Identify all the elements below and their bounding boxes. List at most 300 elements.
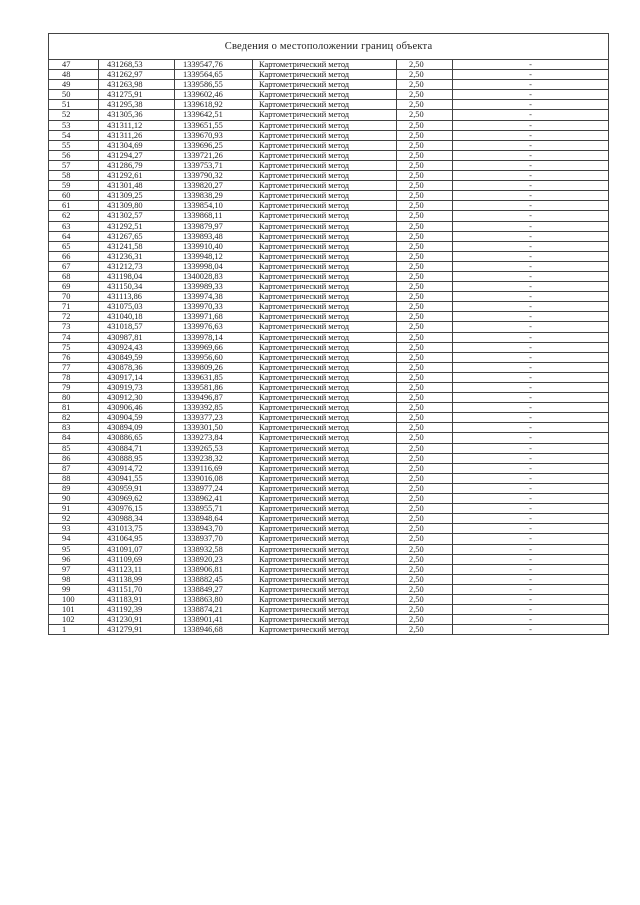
table-row (49, 251, 609, 261)
method-cell: Картометрический метод (253, 393, 397, 403)
coord-x-cell: 431192,39 (99, 605, 175, 615)
precision-cell: 2,50 (397, 342, 453, 352)
description-cell: - (453, 140, 609, 150)
point-number-cell: 47 (49, 60, 99, 70)
precision-cell: 2,50 (397, 191, 453, 201)
point-number-cell: 77 (49, 362, 99, 372)
method-cell: Картометрический метод (253, 171, 397, 181)
coord-x-cell: 431309,25 (99, 191, 175, 201)
description-cell: - (453, 352, 609, 362)
point-number-cell: 69 (49, 282, 99, 292)
coord-x-cell: 431091,07 (99, 544, 175, 554)
method-cell: Картометрический метод (253, 261, 397, 271)
coord-y-cell: 1339989,33 (175, 282, 253, 292)
table-row (49, 150, 609, 160)
table-row (49, 261, 609, 271)
coord-y-cell: 1338962,41 (175, 494, 253, 504)
table-row (49, 605, 609, 615)
precision-cell: 2,50 (397, 443, 453, 453)
method-cell: Картометрический метод (253, 473, 397, 483)
point-number-cell: 63 (49, 221, 99, 231)
precision-cell: 2,50 (397, 383, 453, 393)
point-number-cell: 85 (49, 443, 99, 453)
coord-y-cell: 1338943,70 (175, 524, 253, 534)
coord-y-cell: 1338901,41 (175, 615, 253, 625)
description-cell: - (453, 514, 609, 524)
coord-y-cell: 1339910,40 (175, 241, 253, 251)
coord-x-cell: 430904,59 (99, 413, 175, 423)
table-row (49, 80, 609, 90)
coord-x-cell: 431123,11 (99, 564, 175, 574)
method-cell: Картометрический метод (253, 514, 397, 524)
coord-y-cell: 1338863,80 (175, 594, 253, 604)
precision-cell: 2,50 (397, 201, 453, 211)
method-cell: Картометрический метод (253, 594, 397, 604)
precision-cell: 2,50 (397, 453, 453, 463)
table-row (49, 383, 609, 393)
coord-y-cell: 1339116,69 (175, 463, 253, 473)
coord-x-cell: 430884,71 (99, 443, 175, 453)
method-cell: Картометрический метод (253, 231, 397, 241)
boundary-table (48, 33, 609, 635)
coord-y-cell: 1338977,24 (175, 483, 253, 493)
coord-x-cell: 430912,30 (99, 393, 175, 403)
description-cell: - (453, 433, 609, 443)
description-cell: - (453, 302, 609, 312)
precision-cell: 2,50 (397, 90, 453, 100)
coord-x-cell: 431301,48 (99, 181, 175, 191)
coord-y-cell: 1339377,23 (175, 413, 253, 423)
precision-cell: 2,50 (397, 322, 453, 332)
method-cell: Картометрический метод (253, 181, 397, 191)
table-row (49, 483, 609, 493)
description-cell: - (453, 160, 609, 170)
point-number-cell: 94 (49, 534, 99, 544)
description-cell: - (453, 271, 609, 281)
coord-y-cell: 1339721,26 (175, 150, 253, 160)
description-cell: - (453, 80, 609, 90)
table-row (49, 332, 609, 342)
point-number-cell: 91 (49, 504, 99, 514)
table-row (49, 140, 609, 150)
coord-x-cell: 431295,38 (99, 100, 175, 110)
point-number-cell: 78 (49, 372, 99, 382)
coord-y-cell: 1339969,66 (175, 342, 253, 352)
precision-cell: 2,50 (397, 483, 453, 493)
precision-cell: 2,50 (397, 594, 453, 604)
method-cell: Картометрический метод (253, 130, 397, 140)
title-row (49, 34, 609, 60)
method-cell: Картометрический метод (253, 110, 397, 120)
coord-y-cell: 1339238,32 (175, 453, 253, 463)
precision-cell: 2,50 (397, 292, 453, 302)
method-cell: Картометрический метод (253, 494, 397, 504)
precision-cell: 2,50 (397, 211, 453, 221)
point-number-cell: 83 (49, 423, 99, 433)
description-cell: - (453, 594, 609, 604)
precision-cell: 2,50 (397, 544, 453, 554)
point-number-cell: 68 (49, 271, 99, 281)
table-row (49, 564, 609, 574)
table-row (49, 231, 609, 241)
point-number-cell: 89 (49, 483, 99, 493)
coord-y-cell: 1339670,93 (175, 130, 253, 140)
coord-y-cell: 1339978,14 (175, 332, 253, 342)
table-row (49, 90, 609, 100)
coord-x-cell: 431294,27 (99, 150, 175, 160)
table-row (49, 271, 609, 281)
description-cell: - (453, 120, 609, 130)
table-row (49, 70, 609, 80)
coord-y-cell: 1338932,58 (175, 544, 253, 554)
precision-cell: 2,50 (397, 302, 453, 312)
coord-x-cell: 431151,70 (99, 584, 175, 594)
table-row (49, 433, 609, 443)
description-cell: - (453, 312, 609, 322)
method-cell: Картометрический метод (253, 271, 397, 281)
table-row (49, 413, 609, 423)
precision-cell: 2,50 (397, 181, 453, 191)
point-number-cell: 79 (49, 383, 99, 393)
point-number-cell: 76 (49, 352, 99, 362)
table-row (49, 423, 609, 433)
coord-y-cell: 1339879,97 (175, 221, 253, 231)
point-number-cell: 51 (49, 100, 99, 110)
description-cell: - (453, 211, 609, 221)
coord-x-cell: 430969,62 (99, 494, 175, 504)
table-row (49, 393, 609, 403)
precision-cell: 2,50 (397, 473, 453, 483)
coord-y-cell: 1339016,08 (175, 473, 253, 483)
method-cell: Картометрический метод (253, 564, 397, 574)
description-cell: - (453, 100, 609, 110)
precision-cell: 2,50 (397, 130, 453, 140)
document-sheet (48, 33, 608, 635)
point-number-cell: 66 (49, 251, 99, 261)
coord-x-cell: 430886,65 (99, 433, 175, 443)
method-cell: Картометрический метод (253, 120, 397, 130)
precision-cell: 2,50 (397, 372, 453, 382)
table-row (49, 322, 609, 332)
coord-x-cell: 431241,58 (99, 241, 175, 251)
coord-x-cell: 431311,26 (99, 130, 175, 140)
coord-x-cell: 430941,55 (99, 473, 175, 483)
point-number-cell: 88 (49, 473, 99, 483)
point-number-cell: 97 (49, 564, 99, 574)
coord-y-cell: 1338906,81 (175, 564, 253, 574)
table-row (49, 372, 609, 382)
precision-cell: 2,50 (397, 554, 453, 564)
method-cell: Картометрический метод (253, 302, 397, 312)
coord-x-cell: 431113,86 (99, 292, 175, 302)
method-cell: Картометрический метод (253, 80, 397, 90)
coord-y-cell: 1338849,27 (175, 584, 253, 594)
point-number-cell: 75 (49, 342, 99, 352)
coord-x-cell: 431013,75 (99, 524, 175, 534)
table-row (49, 342, 609, 352)
table-row (49, 362, 609, 372)
point-number-cell: 49 (49, 80, 99, 90)
method-cell: Картометрический метод (253, 383, 397, 393)
point-number-cell: 55 (49, 140, 99, 150)
precision-cell: 2,50 (397, 251, 453, 261)
point-number-cell: 48 (49, 70, 99, 80)
point-number-cell: 86 (49, 453, 99, 463)
coord-y-cell: 1339651,55 (175, 120, 253, 130)
table-row (49, 100, 609, 110)
coord-x-cell: 430919,73 (99, 383, 175, 393)
method-cell: Картометрический метод (253, 352, 397, 362)
point-number-cell: 71 (49, 302, 99, 312)
table-row (49, 241, 609, 251)
coord-y-cell: 1339602,46 (175, 90, 253, 100)
method-cell: Картометрический метод (253, 251, 397, 261)
coord-x-cell: 431138,99 (99, 574, 175, 584)
coord-x-cell: 430976,15 (99, 504, 175, 514)
method-cell: Картометрический метод (253, 483, 397, 493)
method-cell: Картометрический метод (253, 221, 397, 231)
point-number-cell: 58 (49, 171, 99, 181)
coord-x-cell: 431230,91 (99, 615, 175, 625)
description-cell: - (453, 251, 609, 261)
table-row (49, 201, 609, 211)
point-number-cell: 50 (49, 90, 99, 100)
point-number-cell: 87 (49, 463, 99, 473)
coord-x-cell: 431018,57 (99, 322, 175, 332)
coord-x-cell: 431262,97 (99, 70, 175, 80)
precision-cell: 2,50 (397, 463, 453, 473)
description-cell: - (453, 130, 609, 140)
table-row (49, 504, 609, 514)
method-cell: Картометрический метод (253, 605, 397, 615)
description-cell: - (453, 534, 609, 544)
description-cell: - (453, 625, 609, 635)
point-number-cell: 101 (49, 605, 99, 615)
precision-cell: 2,50 (397, 282, 453, 292)
point-number-cell: 70 (49, 292, 99, 302)
coord-x-cell: 431305,36 (99, 110, 175, 120)
description-cell: - (453, 372, 609, 382)
coord-x-cell: 431286,79 (99, 160, 175, 170)
method-cell: Картометрический метод (253, 554, 397, 564)
coord-y-cell: 1339956,60 (175, 352, 253, 362)
coord-y-cell: 1339273,84 (175, 433, 253, 443)
point-number-cell: 102 (49, 615, 99, 625)
description-cell: - (453, 453, 609, 463)
precision-cell: 2,50 (397, 312, 453, 322)
table-row (49, 615, 609, 625)
table-row (49, 625, 609, 635)
table-row (49, 191, 609, 201)
coord-x-cell: 431198,04 (99, 271, 175, 281)
point-number-cell: 92 (49, 514, 99, 524)
method-cell: Картометрический метод (253, 160, 397, 170)
description-cell: - (453, 554, 609, 564)
description-cell: - (453, 524, 609, 534)
method-cell: Картометрический метод (253, 463, 397, 473)
method-cell: Картометрический метод (253, 70, 397, 80)
table-row (49, 453, 609, 463)
method-cell: Картометрический метод (253, 292, 397, 302)
point-number-cell: 52 (49, 110, 99, 120)
method-cell: Картометрический метод (253, 201, 397, 211)
coord-y-cell: 1338920,23 (175, 554, 253, 564)
precision-cell: 2,50 (397, 574, 453, 584)
point-number-cell: 84 (49, 433, 99, 443)
point-number-cell: 62 (49, 211, 99, 221)
coord-x-cell: 430894,09 (99, 423, 175, 433)
point-number-cell: 59 (49, 181, 99, 191)
coord-y-cell: 1339820,27 (175, 181, 253, 191)
coord-x-cell: 431268,53 (99, 60, 175, 70)
table-row (49, 282, 609, 292)
coord-y-cell: 1339970,33 (175, 302, 253, 312)
table-row (49, 463, 609, 473)
description-cell: - (453, 393, 609, 403)
table-row (49, 352, 609, 362)
coord-y-cell: 1339838,29 (175, 191, 253, 201)
precision-cell: 2,50 (397, 524, 453, 534)
coord-x-cell: 431075,03 (99, 302, 175, 312)
table-title: Сведения о местоположении границ объекта (49, 34, 609, 60)
method-cell: Картометрический метод (253, 312, 397, 322)
coord-y-cell: 1339564,65 (175, 70, 253, 80)
description-cell: - (453, 413, 609, 423)
method-cell: Картометрический метод (253, 625, 397, 635)
precision-cell: 2,50 (397, 584, 453, 594)
method-cell: Картометрический метод (253, 433, 397, 443)
description-cell: - (453, 150, 609, 160)
coord-x-cell: 431304,69 (99, 140, 175, 150)
description-cell: - (453, 473, 609, 483)
precision-cell: 2,50 (397, 362, 453, 372)
description-cell: - (453, 564, 609, 574)
table-row (49, 302, 609, 312)
precision-cell: 2,50 (397, 60, 453, 70)
description-cell: - (453, 574, 609, 584)
point-number-cell: 1 (49, 625, 99, 635)
method-cell: Картометрический метод (253, 534, 397, 544)
coord-x-cell: 430959,91 (99, 483, 175, 493)
table-row (49, 211, 609, 221)
point-number-cell: 96 (49, 554, 99, 564)
precision-cell: 2,50 (397, 271, 453, 281)
description-cell: - (453, 322, 609, 332)
point-number-cell: 74 (49, 332, 99, 342)
coord-x-cell: 431064,95 (99, 534, 175, 544)
point-number-cell: 53 (49, 120, 99, 130)
description-cell: - (453, 383, 609, 393)
precision-cell: 2,50 (397, 534, 453, 544)
coord-y-cell: 1339586,55 (175, 80, 253, 90)
coord-x-cell: 431267,65 (99, 231, 175, 241)
coord-x-cell: 431212,73 (99, 261, 175, 271)
method-cell: Картометрический метод (253, 544, 397, 554)
method-cell: Картометрический метод (253, 372, 397, 382)
coord-y-cell: 1338874,21 (175, 605, 253, 615)
method-cell: Картометрический метод (253, 453, 397, 463)
precision-cell: 2,50 (397, 332, 453, 342)
coord-y-cell: 1339809,26 (175, 362, 253, 372)
coord-x-cell: 431279,91 (99, 625, 175, 635)
coord-x-cell: 430878,36 (99, 362, 175, 372)
description-cell: - (453, 443, 609, 453)
coord-y-cell: 1338946,68 (175, 625, 253, 635)
description-cell: - (453, 201, 609, 211)
point-number-cell: 90 (49, 494, 99, 504)
coord-y-cell: 1339868,11 (175, 211, 253, 221)
method-cell: Картометрический метод (253, 90, 397, 100)
description-cell: - (453, 463, 609, 473)
description-cell: - (453, 70, 609, 80)
description-cell: - (453, 342, 609, 352)
precision-cell: 2,50 (397, 564, 453, 574)
precision-cell: 2,50 (397, 110, 453, 120)
description-cell: - (453, 494, 609, 504)
table-row (49, 181, 609, 191)
coord-y-cell: 1338955,71 (175, 504, 253, 514)
coord-x-cell: 431109,69 (99, 554, 175, 564)
precision-cell: 2,50 (397, 241, 453, 251)
point-number-cell: 65 (49, 241, 99, 251)
table-row (49, 130, 609, 140)
coord-y-cell: 1339976,63 (175, 322, 253, 332)
method-cell: Картометрический метод (253, 191, 397, 201)
coord-x-cell: 430917,14 (99, 372, 175, 382)
point-number-cell: 57 (49, 160, 99, 170)
precision-cell: 2,50 (397, 433, 453, 443)
coord-y-cell: 1339265,53 (175, 443, 253, 453)
precision-cell: 2,50 (397, 221, 453, 231)
description-cell: - (453, 544, 609, 554)
table-row (49, 312, 609, 322)
method-cell: Картометрический метод (253, 413, 397, 423)
point-number-cell: 72 (49, 312, 99, 322)
point-number-cell: 67 (49, 261, 99, 271)
coord-y-cell: 1339496,87 (175, 393, 253, 403)
method-cell: Картометрический метод (253, 574, 397, 584)
method-cell: Картометрический метод (253, 615, 397, 625)
point-number-cell: 60 (49, 191, 99, 201)
coord-y-cell: 1339581,86 (175, 383, 253, 393)
description-cell: - (453, 423, 609, 433)
method-cell: Картометрический метод (253, 504, 397, 514)
coord-x-cell: 430888,95 (99, 453, 175, 463)
table-row (49, 160, 609, 170)
point-number-cell: 93 (49, 524, 99, 534)
method-cell: Картометрический метод (253, 100, 397, 110)
table-row (49, 544, 609, 554)
precision-cell: 2,50 (397, 393, 453, 403)
coord-y-cell: 1339392,85 (175, 403, 253, 413)
coord-x-cell: 431150,34 (99, 282, 175, 292)
coord-x-cell: 431275,91 (99, 90, 175, 100)
method-cell: Картометрический метод (253, 584, 397, 594)
description-cell: - (453, 403, 609, 413)
coord-y-cell: 1339618,92 (175, 100, 253, 110)
coord-x-cell: 431236,31 (99, 251, 175, 261)
point-number-cell: 82 (49, 413, 99, 423)
description-cell: - (453, 231, 609, 241)
precision-cell: 2,50 (397, 70, 453, 80)
coord-x-cell: 430914,72 (99, 463, 175, 473)
coord-y-cell: 1339301,50 (175, 423, 253, 433)
coord-y-cell: 1339893,48 (175, 231, 253, 241)
precision-cell: 2,50 (397, 514, 453, 524)
table-row (49, 584, 609, 594)
precision-cell: 2,50 (397, 160, 453, 170)
table-row (49, 171, 609, 181)
